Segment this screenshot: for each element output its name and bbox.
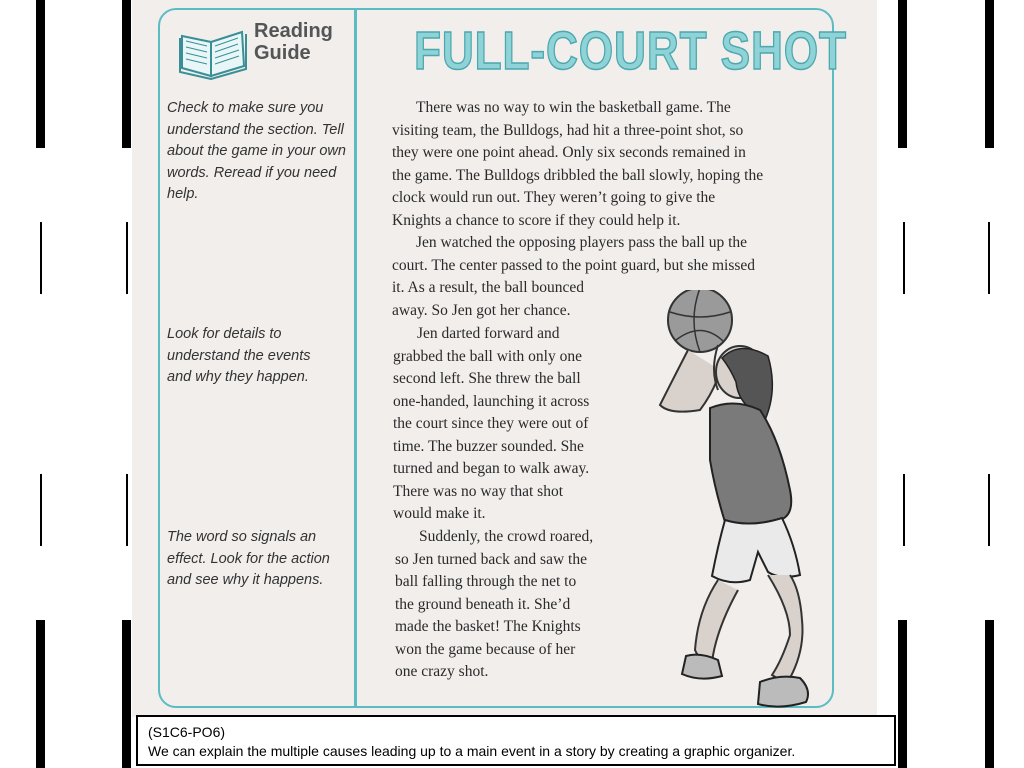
standard-code: (S1C6-PO6) bbox=[148, 724, 226, 740]
scan-edge-right-inner-top bbox=[898, 0, 907, 148]
story-line: away. So Jen got her chance. bbox=[392, 301, 571, 319]
scan-edge-left-top bbox=[36, 0, 45, 148]
story-line: court. The center passed to the point guard, but she missed bbox=[392, 256, 756, 274]
scan-edge-left-inner-mark2 bbox=[126, 474, 128, 546]
scan-edge-left-inner-mark1 bbox=[126, 222, 128, 294]
story-line: Jen watched the opposing players pass the ball up the bbox=[416, 234, 748, 251]
story-line: the game. The Bulldogs dribbled the ball slowly, hoping the bbox=[392, 166, 764, 184]
story-line: clock would run out. They weren’t going to give the bbox=[392, 189, 716, 206]
story-line: second left. She threw the ball bbox=[393, 370, 581, 387]
story-line: There was no way that shot bbox=[393, 482, 564, 500]
story-line: ball falling through the net to bbox=[395, 573, 577, 590]
scan-edge-right-bottom bbox=[985, 620, 994, 768]
book-icon bbox=[178, 22, 248, 80]
story-line: grabbed the ball with only one bbox=[393, 347, 582, 365]
story-line: time. The buzzer sounded. She bbox=[393, 437, 584, 455]
caption-text: We can explain the multiple causes leading up to a main event in a story by creating a graphic organizer. bbox=[148, 743, 796, 759]
basketball-player-illustration bbox=[640, 290, 840, 715]
story-line: one crazy shot. bbox=[395, 663, 489, 680]
guide-note-3: The word so signals an effect. Look for the action and see why it happens. bbox=[167, 529, 330, 588]
story-line: There was no way to win the basketball game. The bbox=[416, 99, 731, 116]
reading-guide-title-line1: Reading bbox=[254, 20, 333, 42]
scan-edge-left-inner-bottom bbox=[122, 620, 131, 768]
story-line: one-handed, launching it across bbox=[393, 392, 590, 410]
column-divider bbox=[354, 10, 357, 706]
scan-edge-right-inner-bottom bbox=[898, 620, 907, 768]
story-paragraph-1 bbox=[392, 97, 812, 232]
scan-edge-left-inner-top bbox=[122, 0, 131, 148]
story-line: would make it. bbox=[393, 505, 486, 522]
scan-edge-right-mark2 bbox=[988, 474, 990, 546]
guide-note-2: Look for details to understand the events and why they happen. bbox=[167, 326, 311, 385]
reading-guide-title bbox=[254, 20, 333, 64]
scan-edge-left-mark1 bbox=[40, 222, 42, 294]
story-line: won the game because of her bbox=[395, 640, 576, 658]
scan-edge-left-mark2 bbox=[40, 474, 42, 546]
scan-edge-right-inner-mark2 bbox=[903, 474, 905, 546]
story-line: Jen darted forward and bbox=[417, 325, 560, 342]
reading-guide-header bbox=[178, 18, 348, 82]
story-line: so Jen turned back and saw the bbox=[395, 550, 587, 568]
story-paragraph-3 bbox=[393, 323, 643, 526]
caption-box bbox=[136, 715, 896, 766]
story-line: made the basket! The Knights bbox=[395, 618, 581, 635]
story-title: FULL-COURT SHOT bbox=[414, 21, 847, 81]
story-paragraph-4 bbox=[395, 526, 645, 684]
guide-note-1: Check to make sure you understand the section. Tell about the game in your own words. Reread if you need help. bbox=[167, 100, 346, 202]
scan-edge-left-bottom bbox=[36, 620, 45, 768]
story-line: the ground beneath it. She’d bbox=[395, 595, 571, 613]
story-line: they were one point ahead. Only six seconds remained in bbox=[392, 144, 746, 161]
scan-edge-right-inner-mark1 bbox=[903, 222, 905, 294]
story-line: Suddenly, the crowd roared, bbox=[419, 528, 594, 545]
story-line: visiting team, the Bulldogs, had hit a three-point shot, so bbox=[392, 121, 744, 139]
reading-guide-title-line2: Guide bbox=[254, 42, 311, 64]
story-line: the court since they were out of bbox=[393, 415, 589, 432]
story-line: Knights a chance to score if they could help it. bbox=[392, 211, 681, 229]
story-line: it. As a result, the ball bounced bbox=[392, 279, 584, 296]
scan-edge-right-mark1 bbox=[988, 222, 990, 294]
scan-edge-right-top bbox=[985, 0, 994, 148]
story-line: turned and began to walk away. bbox=[393, 460, 590, 477]
